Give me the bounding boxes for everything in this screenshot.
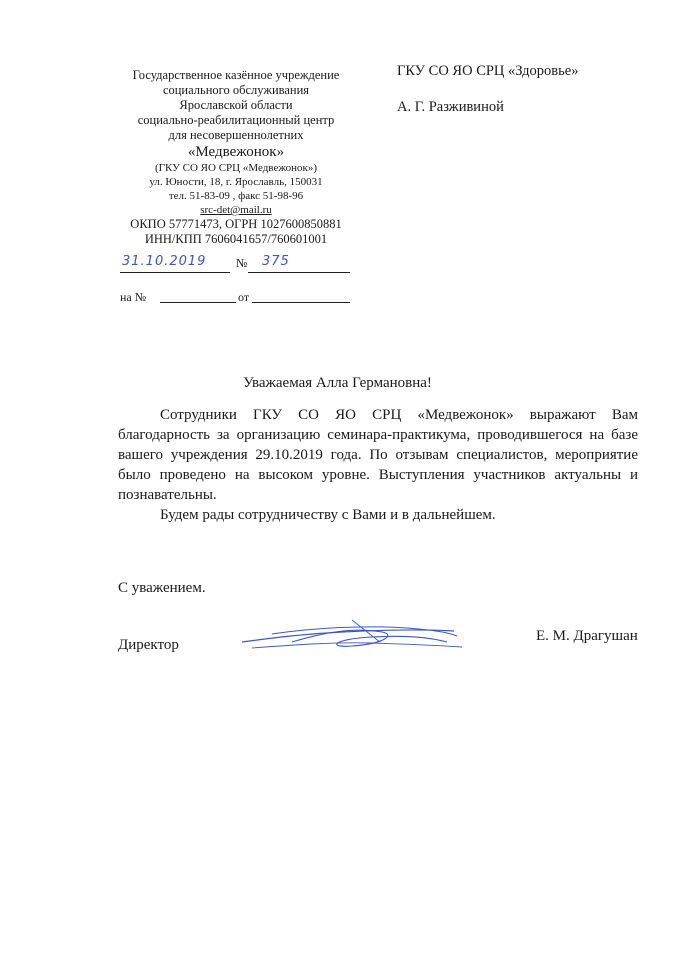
closing: С уважением. [118, 580, 206, 596]
signatory-title: Директор [118, 637, 179, 653]
letterhead-line-2: социального обслуживания [162, 83, 310, 97]
letterhead-line-1: Государственное казённое учреждение [132, 68, 340, 82]
date-underline [120, 272, 230, 273]
organization-phone: тел. 51-83-09 , факс 51-98-96 [168, 190, 304, 202]
organization-address: ул. Юности, 18, г. Ярославль, 150031 [149, 176, 323, 188]
reference-from-label: от [238, 290, 250, 304]
letterhead [108, 68, 364, 247]
organization-email[interactable]: src-det@mail.ru [200, 204, 272, 216]
body-paragraph-2: Будем рады сотрудничеству с Вами и в дальнейшем. [160, 507, 496, 523]
registration-date: 31.10.2019 [122, 254, 207, 269]
body-paragraph-1: Сотрудники ГКУ СО ЯО СРЦ «Медвежонок» выражают Вам благодарность за организацию семинара-практикума, проводившегося на базе вашего учреждения 29.10.2019 года. По отзывам специалистов, мероприятие было проведено на высоком уровне. Выступления участников актуальны и познавательны. [118, 407, 638, 503]
letter-body [118, 405, 638, 525]
letterhead-line-3: Ярославской области [179, 98, 293, 112]
registration-number-label: № [236, 256, 248, 270]
reference-date-line [252, 302, 350, 303]
organization-inn: ИНН/КПП 7606041657/760601001 [144, 232, 328, 246]
reference-number-line [160, 302, 236, 303]
registration-number: 375 [262, 254, 290, 269]
signatory-name: Е. М. Драгушан [536, 628, 638, 644]
organization-name: «Медвежонок» [187, 144, 285, 160]
salutation: Уважаемая Алла Германовна! [243, 375, 432, 391]
recipient-organization: ГКУ СО ЯО СРЦ «Здоровье» [397, 63, 579, 79]
organization-okpo: ОКПО 57771473, ОГРН 1027600850881 [130, 217, 342, 231]
letterhead-line-4: социально-реабилитационный центр [137, 113, 335, 127]
organization-short-name: (ГКУ СО ЯО СРЦ «Медвежонок») [154, 162, 318, 174]
reference-prefix: на № [120, 290, 147, 304]
recipient-block [397, 62, 578, 116]
recipient-person: А. Г. Разживиной [397, 99, 504, 115]
letterhead-line-5: для несовершеннолетних [168, 128, 304, 142]
number-underline [248, 272, 350, 273]
handwritten-signature [232, 612, 472, 662]
